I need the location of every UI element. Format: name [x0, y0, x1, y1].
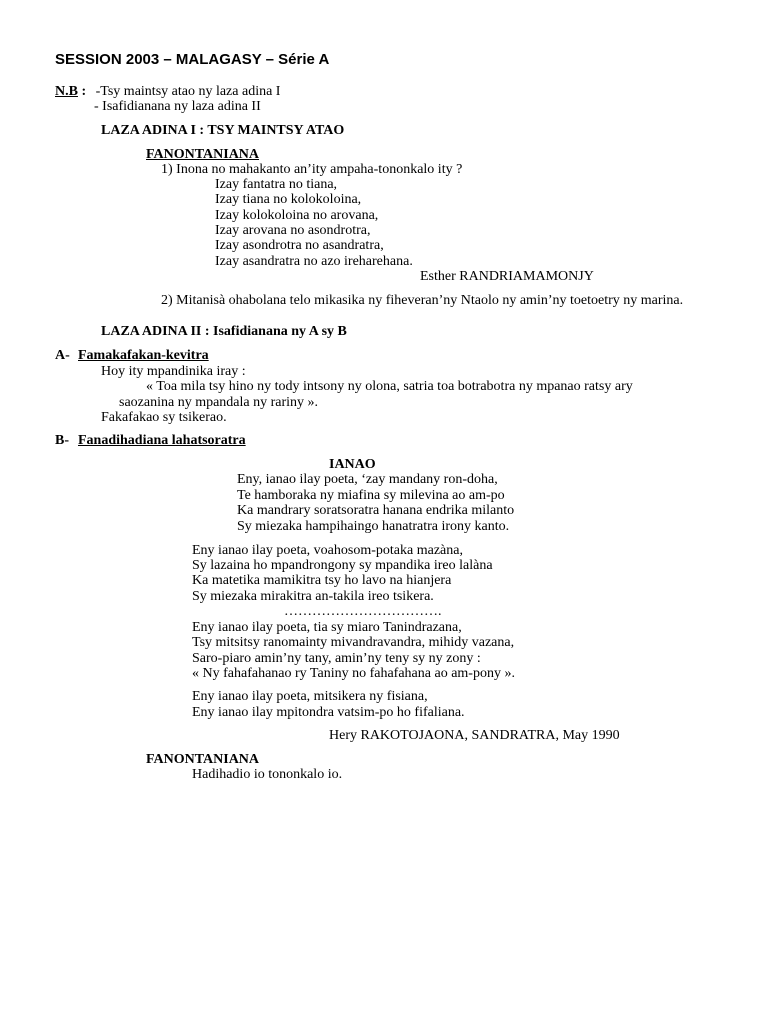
poem2-line: Eny, ianao ilay poeta, ‘zay mandany ron-doha,: [237, 472, 498, 487]
poem2-line: Sy miezaka hampihaingo hanatratra irony kanto.: [237, 519, 510, 534]
ellipsis-divider: …………………………….: [284, 604, 442, 619]
section-a-letter: A-: [55, 348, 70, 363]
section-a-instruction: Fakafakao sy tsikerao.: [101, 410, 227, 425]
part1-fanontaniana: FANONTANIANA: [146, 147, 260, 162]
poem1-line: Izay asandratra no azo ireharehana.: [215, 254, 413, 269]
section-a-quote: « Toa mila tsy hino ny tody intsony ny olona, satria toa botrabotra ny mpanao ratsy ary: [146, 379, 633, 394]
poem2-line: Te hamboraka ny miafina sy milevina ao am-po: [237, 488, 505, 503]
poem2-line: Tsy mitsitsy ranomainty mivandravandra, mihidy vazana,: [192, 635, 515, 650]
poem1-line: Izay fantatra no tiana,: [215, 177, 338, 192]
nb-text1: -Tsy maintsy atao ny laza adina I: [95, 84, 281, 99]
nb-colon: :: [77, 84, 87, 99]
nb-line1: [55, 84, 280, 100]
poem2-line: Eny ianao ilay mpitondra vatsim-po ho fifaliana.: [192, 705, 465, 720]
section-a-title: Famakafakan-kevitra: [78, 348, 209, 363]
section-a-intro: Hoy ity mpandinika iray :: [101, 364, 246, 379]
poem1-line: Izay kolokoloina no arovana,: [215, 208, 379, 223]
part1-heading: LAZA ADINA I : TSY MAINTSY ATAO: [101, 123, 345, 138]
poem2-line: Ka matetika mamikitra tsy ho lavo na hianjera: [192, 573, 452, 588]
poem2-line: Saro-piaro amin’ny tany, amin’ny teny sy ny zony :: [192, 651, 481, 666]
nb-text2: - Isafidianana ny laza adina II: [94, 99, 261, 114]
section-b-letter: B-: [55, 433, 69, 448]
section-a-quote: saozanina ny mpandala ny rariny ».: [119, 395, 319, 410]
part2-task: Hadihadio io tononkalo io.: [192, 767, 343, 782]
poem2-line: Eny ianao ilay poeta, tia sy miaro Tanindrazana,: [192, 620, 462, 635]
poem1-line: Izay tiana no kolokoloina,: [215, 192, 362, 207]
page-title: SESSION 2003 – MALAGASY – Série A: [55, 51, 330, 68]
poem1-line: Izay asondrotra no asandratra,: [215, 238, 384, 253]
poem2-line: Eny ianao ilay poeta, mitsikera ny fisiana,: [192, 689, 428, 704]
poem2-line: Sy miezaka mirakitra an-takila ireo tsikera.: [192, 589, 434, 604]
poem1-line: Izay arovana no asondrotra,: [215, 223, 371, 238]
poem2-author: Hery RAKOTOJAONA, SANDRATRA, May 1990: [329, 728, 620, 743]
section-b-title: Fanadihadiana lahatsoratra: [78, 433, 246, 448]
question-1: 1) Inona no mahakanto an’ity ampaha-tononkalo ity ?: [161, 162, 463, 177]
poem1-author: Esther RANDRIAMAMONJY: [420, 269, 594, 284]
part2-heading: LAZA ADINA II : Isafidianana ny A sy B: [101, 324, 347, 339]
poem2-line: Sy lazaina ho mpandrongony sy mpandika ireo lalàna: [192, 558, 493, 573]
poem2-line: Eny ianao ilay poeta, voahosom-potaka mazàna,: [192, 543, 463, 558]
poem2-line: Ka mandrary soratsoratra hanana endrika milanto: [237, 503, 515, 518]
nb-label: N.B: [55, 84, 78, 99]
question-2: 2) Mitanisà ohabolana telo mikasika ny fiheveran’ny Ntaolo ny amin’ny toetoetry ny marina.: [161, 293, 684, 308]
part2-fanontaniana: FANONTANIANA: [146, 752, 260, 767]
poem2-title: IANAO: [329, 457, 376, 472]
poem2-line: « Ny fahafahanao ry Taniny no fahafahana ao am-pony ».: [192, 666, 515, 681]
